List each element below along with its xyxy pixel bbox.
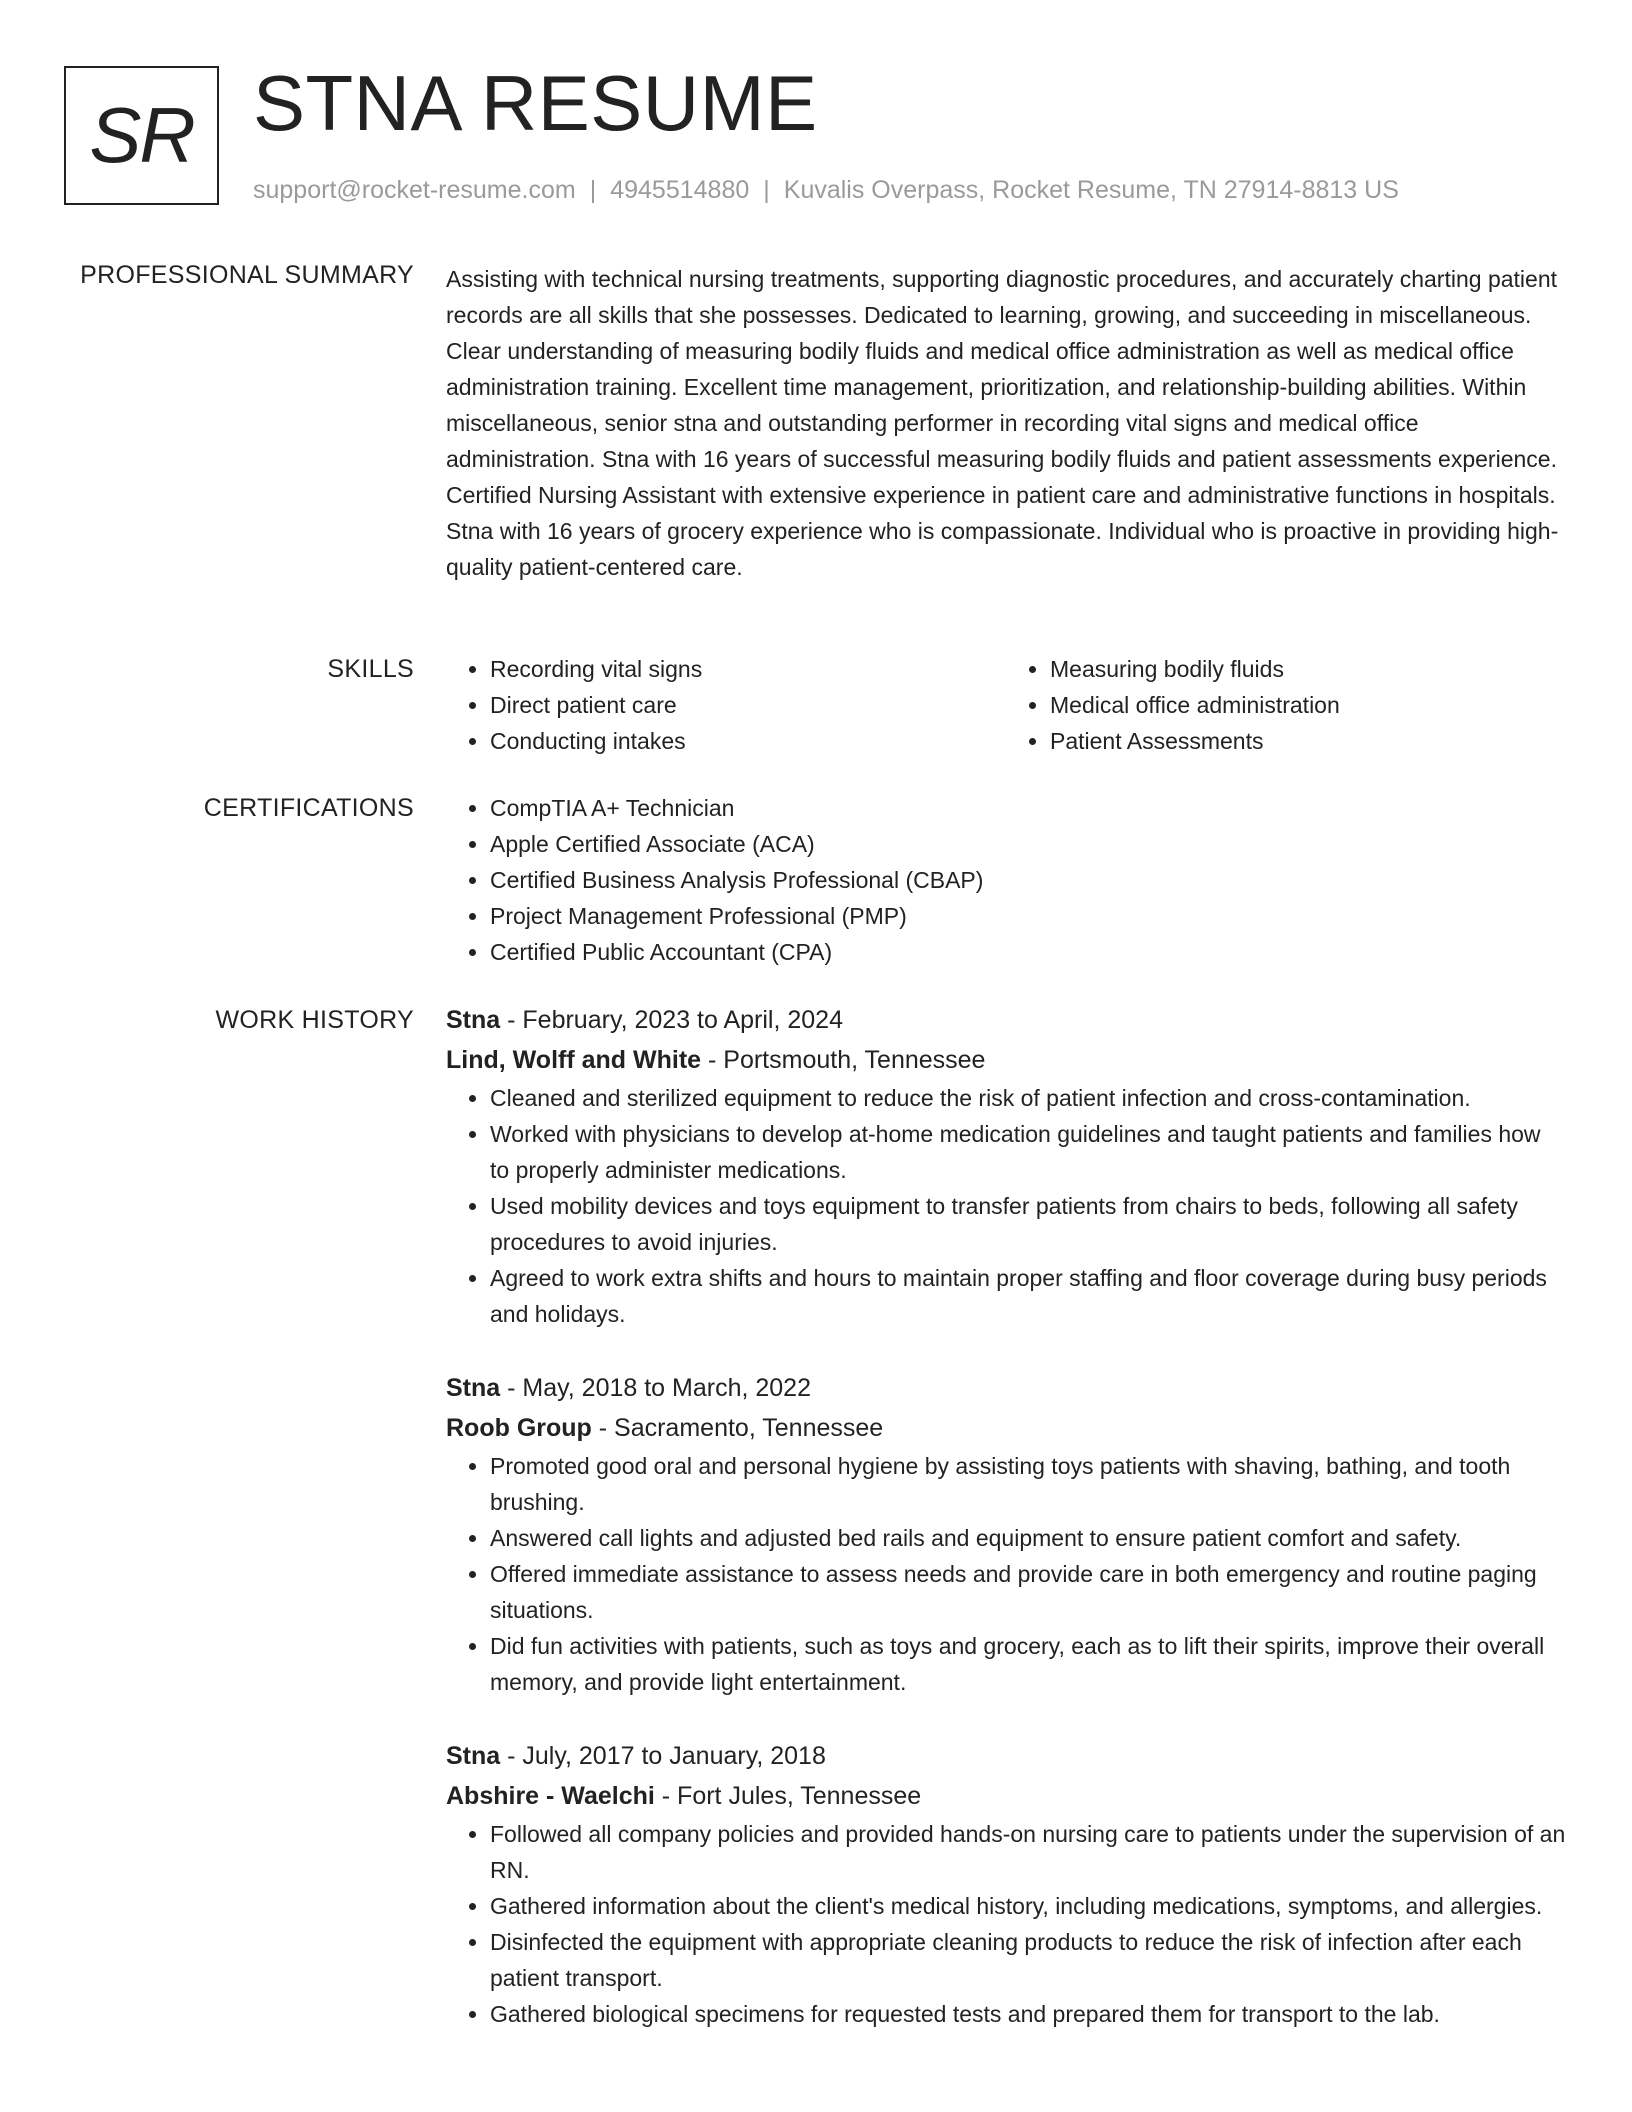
skill-item: • Conducting intakes bbox=[490, 723, 1006, 759]
contact-email: support@rocket-resume.com bbox=[253, 176, 576, 204]
job-duty: • Agreed to work extra shifts and hours to maintain proper staffing and floor coverage during busy periods and holidays. bbox=[490, 1260, 1566, 1332]
job-title: Stna bbox=[446, 1006, 501, 1034]
contact-address: Kuvalis Overpass, Rocket Resume, TN 27914-8813 US bbox=[783, 176, 1399, 204]
work-history-body bbox=[446, 1000, 1566, 2068]
job-company-line bbox=[446, 1776, 1566, 1816]
summary-body bbox=[446, 261, 1566, 585]
job-company-line bbox=[446, 1408, 1566, 1448]
job-title-line bbox=[446, 1736, 1566, 1776]
job-entry bbox=[446, 1736, 1566, 2032]
job-location: - Fort Jules, Tennessee bbox=[654, 1782, 922, 1810]
job-duty: • Answered call lights and adjusted bed rails and equipment to ensure patient comfort and safety. bbox=[490, 1520, 1566, 1556]
certification-item: • Apple Certified Associate (ACA) bbox=[490, 826, 1566, 862]
skill-item: • Measuring bodily fluids bbox=[1050, 651, 1566, 687]
contact-line bbox=[253, 174, 1399, 206]
job-company-line bbox=[446, 1040, 1566, 1080]
monogram-badge bbox=[64, 66, 219, 205]
job-duty: • Used mobility devices and toys equipment to transfer patients from chairs to beds, following all safety procedures to avoid injuries. bbox=[490, 1188, 1566, 1260]
contact-phone: 4945514880 bbox=[610, 176, 750, 204]
job-duty: • Followed all company policies and provided hands-on nursing care to patients under the supervision of an RN. bbox=[490, 1816, 1566, 1888]
certification-item: • Certified Public Accountant (CPA) bbox=[490, 934, 1566, 970]
skills-heading: SKILLS bbox=[327, 655, 414, 683]
summary-text: Assisting with technical nursing treatments, supporting diagnostic procedures, and accurately charting patient records are all skills that she possesses. Dedicated to learning, growing, and succeeding in miscellaneous. Clear understanding of measuring bodily fluids and medical office administration as well as medical office administration training. Excellent time management, prioritization, and relationship-building abilities. Within miscellaneous, senior stna and outstanding performer in recording vital signs and medical office administration. Stna with 16 years of successful measuring bodily fluids and patient assessments experience. Certified Nursing Assistant with extensive experience in patient care and administrative functions in hospitals. Stna with 16 years of grocery experience who is compassionate. Individual who is proactive in providing high-quality patient-centered care. bbox=[446, 266, 1559, 580]
job-duties-list bbox=[446, 1816, 1566, 2032]
job-duties-list bbox=[446, 1080, 1566, 1332]
job-duty: • Disinfected the equipment with appropriate cleaning products to reduce the risk of infection after each patient transport. bbox=[490, 1924, 1566, 1996]
job-title: Stna bbox=[446, 1374, 501, 1402]
certification-item: • Certified Business Analysis Professional (CBAP) bbox=[490, 862, 1566, 898]
job-title: Stna bbox=[446, 1742, 501, 1770]
certifications-list bbox=[446, 790, 1566, 970]
job-duty: • Did fun activities with patients, such as toys and grocery, each as to lift their spirits, improve their overall memory, and provide light entertainment. bbox=[490, 1628, 1566, 1700]
job-title-line bbox=[446, 1000, 1566, 1040]
job-entry bbox=[446, 1000, 1566, 1332]
job-duty: • Promoted good oral and personal hygiene by assisting toys patients with shaving, bathing, and tooth brushing. bbox=[490, 1448, 1566, 1520]
contact-separator: | bbox=[589, 176, 597, 204]
contact-separator: | bbox=[763, 176, 770, 204]
job-duty: • Cleaned and sterilized equipment to reduce the risk of patient infection and cross-contamination. bbox=[490, 1080, 1566, 1116]
job-title-line bbox=[446, 1368, 1566, 1408]
job-duty: • Gathered information about the client's medical history, including medications, symptoms, and allergies. bbox=[490, 1888, 1566, 1924]
job-company: Abshire - Waelchi bbox=[446, 1782, 655, 1810]
summary-heading: PROFESSIONAL SUMMARY bbox=[80, 261, 414, 289]
certification-item: • CompTIA A+ Technician bbox=[490, 790, 1566, 826]
certification-item: • Project Management Professional (PMP) bbox=[490, 898, 1566, 934]
work-history-heading: WORK HISTORY bbox=[215, 1006, 414, 1034]
certifications-heading: CERTIFICATIONS bbox=[203, 794, 414, 822]
job-company: Roob Group bbox=[446, 1414, 592, 1442]
skill-item: • Patient Assessments bbox=[1050, 723, 1566, 759]
resume-name: STNA RESUME bbox=[253, 59, 818, 147]
skills-body bbox=[446, 651, 1566, 759]
job-location: - Sacramento, Tennessee bbox=[591, 1414, 884, 1442]
skills-list-right bbox=[1006, 651, 1566, 759]
job-dates: - May, 2018 to March, 2022 bbox=[500, 1374, 811, 1402]
skill-item: • Recording vital signs bbox=[490, 651, 1006, 687]
job-duty: • Gathered biological specimens for requested tests and prepared them for transport to the lab. bbox=[490, 1996, 1566, 2032]
skill-item: • Medical office administration bbox=[1050, 687, 1566, 723]
job-duties-list bbox=[446, 1448, 1566, 1700]
job-duty: • Worked with physicians to develop at-home medication guidelines and taught patients and families how to properly administer medications. bbox=[490, 1116, 1566, 1188]
job-company: Lind, Wolff and White bbox=[446, 1046, 702, 1074]
certifications-body bbox=[446, 790, 1566, 970]
job-dates: - July, 2017 to January, 2018 bbox=[500, 1742, 826, 1770]
monogram-initials: SR bbox=[89, 91, 194, 179]
skill-item: • Direct patient care bbox=[490, 687, 1006, 723]
job-duty: • Offered immediate assistance to assess needs and provide care in both emergency and routine paging situations. bbox=[490, 1556, 1566, 1628]
job-dates: - February, 2023 to April, 2024 bbox=[500, 1006, 843, 1034]
skills-list-left bbox=[446, 651, 1006, 759]
job-location: - Portsmouth, Tennessee bbox=[701, 1046, 986, 1074]
job-entry bbox=[446, 1368, 1566, 1700]
skills-grid bbox=[446, 651, 1566, 759]
